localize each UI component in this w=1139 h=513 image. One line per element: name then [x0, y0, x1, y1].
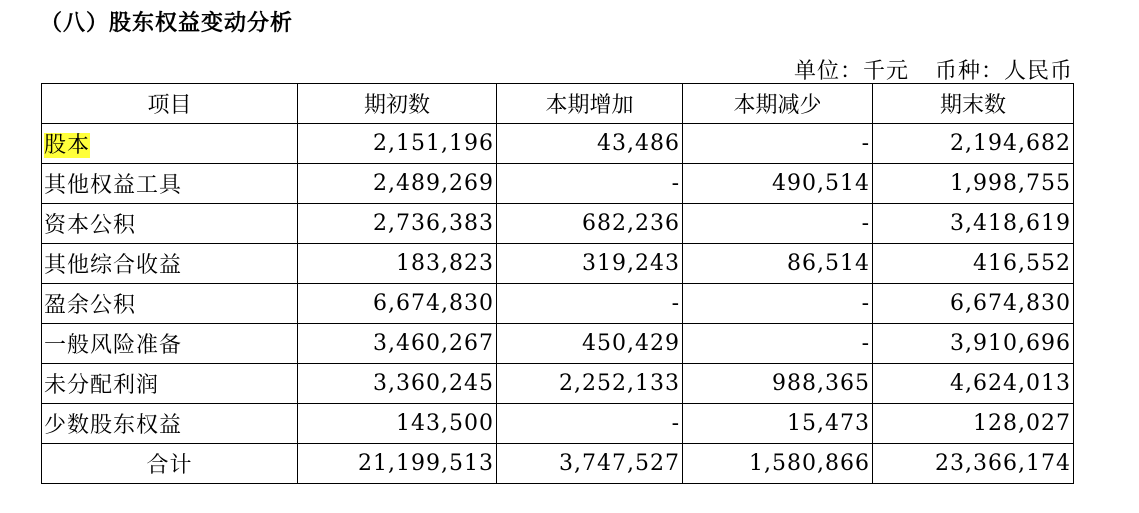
- total-decrease: 1,580,866: [683, 444, 873, 484]
- row-increase: 682,236: [497, 204, 683, 244]
- total-label: 合计: [42, 444, 298, 484]
- header-opening: 期初数: [298, 84, 497, 124]
- row-item: 一般风险准备: [42, 324, 298, 364]
- row-item: 少数股东权益: [42, 404, 298, 444]
- header-item: 项目: [42, 84, 298, 124]
- total-increase: 3,747,527: [497, 444, 683, 484]
- row-item: 盈余公积: [42, 284, 298, 324]
- total-closing: 23,366,174: [873, 444, 1074, 484]
- table-row: [42, 204, 1074, 244]
- total-opening: 21,199,513: [298, 444, 497, 484]
- section-title: （八）股东权益变动分析: [40, 11, 294, 36]
- table-row: [42, 124, 1074, 164]
- row-decrease: -: [683, 324, 873, 364]
- table-row: [42, 244, 1074, 284]
- row-item: 资本公积: [42, 204, 298, 244]
- row-item: 其他综合收益: [42, 244, 298, 284]
- row-opening: 3,460,267: [298, 324, 497, 364]
- table-row: [42, 404, 1074, 444]
- table-total-row: [42, 444, 1074, 484]
- currency-label: 币种：人民币: [934, 59, 1073, 84]
- unit-label: 单位：千元: [793, 59, 909, 84]
- row-increase: 450,429: [497, 324, 683, 364]
- row-increase: -: [497, 164, 683, 204]
- row-increase: 43,486: [497, 124, 683, 164]
- row-closing: 6,674,830: [873, 284, 1074, 324]
- table-header-row: [42, 84, 1074, 124]
- table-row: [42, 324, 1074, 364]
- row-increase: -: [497, 404, 683, 444]
- row-item: 其他权益工具: [42, 164, 298, 204]
- row-closing: 2,194,682: [873, 124, 1074, 164]
- row-closing: 128,027: [873, 404, 1074, 444]
- row-decrease: 490,514: [683, 164, 873, 204]
- row-closing: 3,910,696: [873, 324, 1074, 364]
- row-opening: 183,823: [298, 244, 497, 284]
- row-opening: 2,151,196: [298, 124, 497, 164]
- header-decrease: 本期减少: [683, 84, 873, 124]
- row-closing: 4,624,013: [873, 364, 1074, 404]
- row-opening: 6,674,830: [298, 284, 497, 324]
- header-increase: 本期增加: [497, 84, 683, 124]
- row-decrease: 988,365: [683, 364, 873, 404]
- header-closing: 期末数: [873, 84, 1074, 124]
- row-increase: -: [497, 284, 683, 324]
- row-opening: 2,489,269: [298, 164, 497, 204]
- row-decrease: 86,514: [683, 244, 873, 284]
- unit-line: [794, 54, 1073, 85]
- equity-change-table: [41, 83, 1074, 484]
- row-opening: 3,360,245: [298, 364, 497, 404]
- row-decrease: -: [683, 124, 873, 164]
- table-row: [42, 164, 1074, 204]
- table-row: [42, 284, 1074, 324]
- row-decrease: -: [683, 284, 873, 324]
- row-decrease: -: [683, 204, 873, 244]
- row-closing: 416,552: [873, 244, 1074, 284]
- row-increase: 319,243: [497, 244, 683, 284]
- row-item: [42, 124, 298, 164]
- row-closing: 1,998,755: [873, 164, 1074, 204]
- row-decrease: 15,473: [683, 404, 873, 444]
- row-item: 未分配利润: [42, 364, 298, 404]
- row-increase: 2,252,133: [497, 364, 683, 404]
- row-closing: 3,418,619: [873, 204, 1074, 244]
- table-row: [42, 364, 1074, 404]
- row-opening: 143,500: [298, 404, 497, 444]
- row-opening: 2,736,383: [298, 204, 497, 244]
- highlighted-text: 股本: [44, 133, 91, 158]
